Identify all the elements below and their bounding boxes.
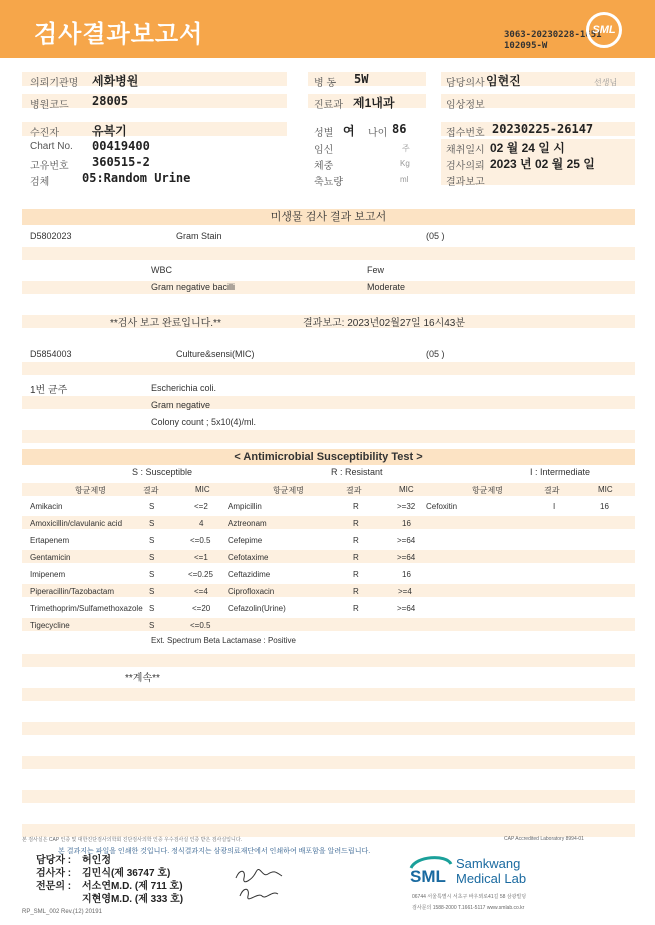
officer-value: 허인정 xyxy=(82,855,111,866)
wbc-label: WBC xyxy=(151,265,172,275)
ast-drug: Ertapenem xyxy=(30,536,70,545)
form-code: RP_SML_002 Rev.(12) 20191 xyxy=(22,909,102,915)
specialist-1: 서소연M.D. (제 711 호) xyxy=(82,881,183,892)
micro-section-title: 미생물 검사 결과 보고서 xyxy=(22,209,635,225)
doctor-label: 담당의사 xyxy=(446,78,485,89)
ast-mic: <=4 xyxy=(194,587,208,596)
request-date-label: 검사의뢰 xyxy=(446,161,485,172)
lab-phone: 검사문의 1588-2000 T.1661-5117 www.smlab.co.kr xyxy=(412,905,525,911)
ast-title: < Antimicrobial Susceptibility Test > xyxy=(22,449,635,465)
specimen-value: 05:Random Urine xyxy=(82,171,191,185)
ward-label: 병 동 xyxy=(314,78,337,89)
ast-result: R xyxy=(353,570,359,579)
print-notice: 본 결과지는 파일을 인쇄한 것입니다. 정식결과지는 삼광의료재단에서 인쇄하여 배포함을 알려드립니다. xyxy=(58,848,371,855)
test1-code: D5802023 xyxy=(30,231,72,241)
info-band xyxy=(22,122,287,136)
weight-unit: Kg xyxy=(400,159,410,168)
ast-mic: 16 xyxy=(402,519,411,528)
ast-mic: >=64 xyxy=(397,604,416,613)
institution-label: 의뢰기관명 xyxy=(30,78,79,89)
stripe-row xyxy=(22,722,635,735)
ast-drug: Cefepime xyxy=(228,536,263,545)
sex-label: 성별 xyxy=(314,128,334,139)
ast-drug: Ceftazidime xyxy=(228,570,271,579)
organism-gram: Gram negative xyxy=(151,400,211,410)
ast-result: S xyxy=(149,536,155,545)
ast-result: S xyxy=(149,502,155,511)
legend-resistant: R : Resistant xyxy=(331,467,383,477)
ast-mic: <=20 xyxy=(192,604,211,613)
stripe-row xyxy=(22,430,635,443)
col-mic-header-3: MIC xyxy=(598,485,613,494)
chart-no-value: 00419400 xyxy=(92,139,150,153)
ast-mic: >=32 xyxy=(397,502,416,511)
request-date-value: 2023 년 02 월 25 일 xyxy=(490,157,595,171)
ast-result: S xyxy=(149,587,155,596)
doctor-value: 임현진 xyxy=(486,74,521,88)
col-mic-header-1: MIC xyxy=(195,485,210,494)
ast-result: R xyxy=(353,519,359,528)
sml-lab-logo-icon xyxy=(408,852,454,886)
ast-result: S xyxy=(149,553,155,562)
ast-drug: Amoxicillin/clavulanic acid xyxy=(30,519,123,528)
collector-value: 유복기 xyxy=(92,124,127,138)
ast-mic: <=0.25 xyxy=(188,570,213,579)
specialist-2: 지현영M.D. (제 333 호) xyxy=(82,894,184,905)
sex-value: 여 xyxy=(343,124,355,138)
test2-name: Culture&sensi(MIC) xyxy=(176,349,255,359)
dept-label: 진료과 xyxy=(314,100,343,111)
test1-specimen: (05 ) xyxy=(426,231,445,241)
ast-result: R xyxy=(353,502,359,511)
ast-result: R xyxy=(353,553,359,562)
organism-count: Colony count ; 5x10(4)/ml. xyxy=(151,417,257,427)
lab-name-line2: Medical Lab xyxy=(456,871,527,886)
clinical-info-label: 임상정보 xyxy=(446,100,485,111)
legend-intermediate: I : Intermediate xyxy=(530,467,591,477)
ast-drug: Imipenem xyxy=(30,570,66,579)
urine-label: 축뇨량 xyxy=(314,177,343,188)
age-value: 86 xyxy=(392,122,407,136)
institution-value: 세화병원 xyxy=(92,74,139,88)
continue-note: **계속** xyxy=(125,673,160,684)
specialist-label: 전문의 : xyxy=(36,881,72,892)
ast-drug: Cefoxitin xyxy=(426,502,458,511)
specimen-label: 검체 xyxy=(30,177,50,188)
ast-mic: <=2 xyxy=(194,502,208,511)
urine-unit: ml xyxy=(400,175,409,184)
dept-value: 제1내과 xyxy=(353,96,395,110)
test2-code: D5854003 xyxy=(30,349,72,359)
signature-icon xyxy=(232,866,288,902)
pregnancy-label: 임신 xyxy=(314,145,334,156)
col-drug-header-1: 항균제명 xyxy=(75,486,106,495)
ast-result: S xyxy=(149,621,155,630)
ast-drug: Amikacin xyxy=(30,502,63,511)
stripe-row xyxy=(22,281,635,294)
col-result-header-2: 결과 xyxy=(346,486,362,495)
col-mic-header-2: MIC xyxy=(399,485,414,494)
sml-logo-icon: SML xyxy=(586,12,622,48)
svg-text:SML: SML xyxy=(410,867,446,886)
ast-result: S xyxy=(149,570,155,579)
collect-date-value: 02 월 24 일 시 xyxy=(490,141,565,155)
legend-susceptible: S : Susceptible xyxy=(132,467,193,477)
age-label: 나이 xyxy=(368,128,388,139)
lab-name-line1: Samkwang xyxy=(456,856,521,871)
doctor-suffix: 선생님 xyxy=(594,78,618,87)
gram-neg-value: Moderate xyxy=(367,282,406,292)
stripe-row xyxy=(22,790,635,803)
ast-drug: Piperacillin/Tazobactam xyxy=(30,587,115,596)
ast-result: R xyxy=(353,604,359,613)
ast-drug: Cefotaxime xyxy=(228,553,269,562)
chart-no-label: Chart No. xyxy=(30,141,73,152)
cap-number: CAP Accredited Laboratory 8994-01 xyxy=(504,836,584,842)
report-time-1: 결과보고: 2023년02월27일 16시43분 xyxy=(303,318,466,329)
ast-result: R xyxy=(353,536,359,545)
report-header xyxy=(0,0,655,58)
stripe-row xyxy=(22,396,635,409)
col-drug-header-3: 항균제명 xyxy=(472,486,503,495)
wbc-value: Few xyxy=(367,265,385,275)
collect-date-label: 채취일시 xyxy=(446,145,485,156)
ward-value: 5W xyxy=(354,72,369,86)
ast-result: S xyxy=(149,604,155,613)
organism-name: Escherichia coli. xyxy=(151,383,217,393)
stripe-row xyxy=(22,362,635,375)
ast-mic: 16 xyxy=(600,502,609,511)
ast-mic: >=64 xyxy=(397,536,416,545)
hospital-code-label: 병원코드 xyxy=(30,100,69,111)
collector-label: 수진자 xyxy=(30,128,59,139)
ast-result: S xyxy=(149,519,155,528)
esbl-result: Ext. Spectrum Beta Lactamase : Positive xyxy=(151,636,296,645)
ast-mic: >=4 xyxy=(398,587,412,596)
report-title: 검사결과보고서 xyxy=(34,21,204,48)
ast-mic: <=1 xyxy=(194,553,208,562)
hospital-code-value: 28005 xyxy=(92,94,129,108)
ast-mic: 4 xyxy=(199,519,204,528)
officer-label: 담당자 : xyxy=(36,855,72,866)
test2-specimen: (05 ) xyxy=(426,349,445,359)
organism-label: 1번 균주 xyxy=(30,385,68,396)
ast-drug: Aztreonam xyxy=(228,519,267,528)
stripe-row xyxy=(22,688,635,701)
ast-result: I xyxy=(553,502,556,511)
ast-drug: Gentamicin xyxy=(30,553,71,562)
ast-drug: Trimethoprim/Sulfamethoxazole xyxy=(30,604,143,613)
col-drug-header-2: 항균제명 xyxy=(273,486,304,495)
receipt-no-label: 접수번호 xyxy=(446,128,485,139)
ast-drug: Ampicillin xyxy=(228,502,262,511)
accreditation-notice: 본 검사실은 CAP 인증 및 대한진단검사의학회 진단검사의학 인증 우수검사실 인증 받은 검사실입니다. xyxy=(22,837,243,843)
unique-no-label: 고유번호 xyxy=(30,161,69,172)
pregnancy-unit: 주 xyxy=(402,144,410,153)
unique-no-value: 360515-2 xyxy=(92,155,150,169)
tester-label: 검사자 : xyxy=(36,868,72,879)
report-id-line2: 102095-W xyxy=(504,41,548,51)
report-label: 결과보고 xyxy=(446,177,485,188)
report-id-line1: 3063-20230228-1651 xyxy=(504,30,602,40)
ast-result: R xyxy=(353,587,359,596)
ast-mic: <=0.5 xyxy=(190,621,211,630)
stripe-row xyxy=(22,550,635,563)
col-result-header-1: 결과 xyxy=(143,486,159,495)
receipt-no-value: 20230225-26147 xyxy=(492,122,594,136)
tester-value: 김민식(제 36747 호) xyxy=(82,868,171,879)
lab-address: 06744 서울특별시 서초구 바우뫼로41길 58 삼광빌딩 xyxy=(412,894,527,900)
stripe-row xyxy=(22,756,635,769)
stripe-row xyxy=(22,618,635,631)
stripe-row xyxy=(22,654,635,667)
stripe-row xyxy=(22,247,635,260)
gram-neg-label: Gram negative bacilli xyxy=(151,282,236,292)
weight-label: 체중 xyxy=(314,161,334,172)
ast-mic: >=64 xyxy=(397,553,416,562)
ast-drug: Ciprofloxacin xyxy=(228,587,275,596)
ast-mic: <=0.5 xyxy=(190,536,211,545)
ast-drug: Cefazolin(Urine) xyxy=(228,604,286,613)
done-message-1: **검사 보고 완료입니다.** xyxy=(110,318,221,329)
test1-name: Gram Stain xyxy=(176,231,222,241)
ast-mic: 16 xyxy=(402,570,411,579)
col-result-header-3: 결과 xyxy=(544,486,560,495)
ast-drug: Tigecycline xyxy=(30,621,70,630)
